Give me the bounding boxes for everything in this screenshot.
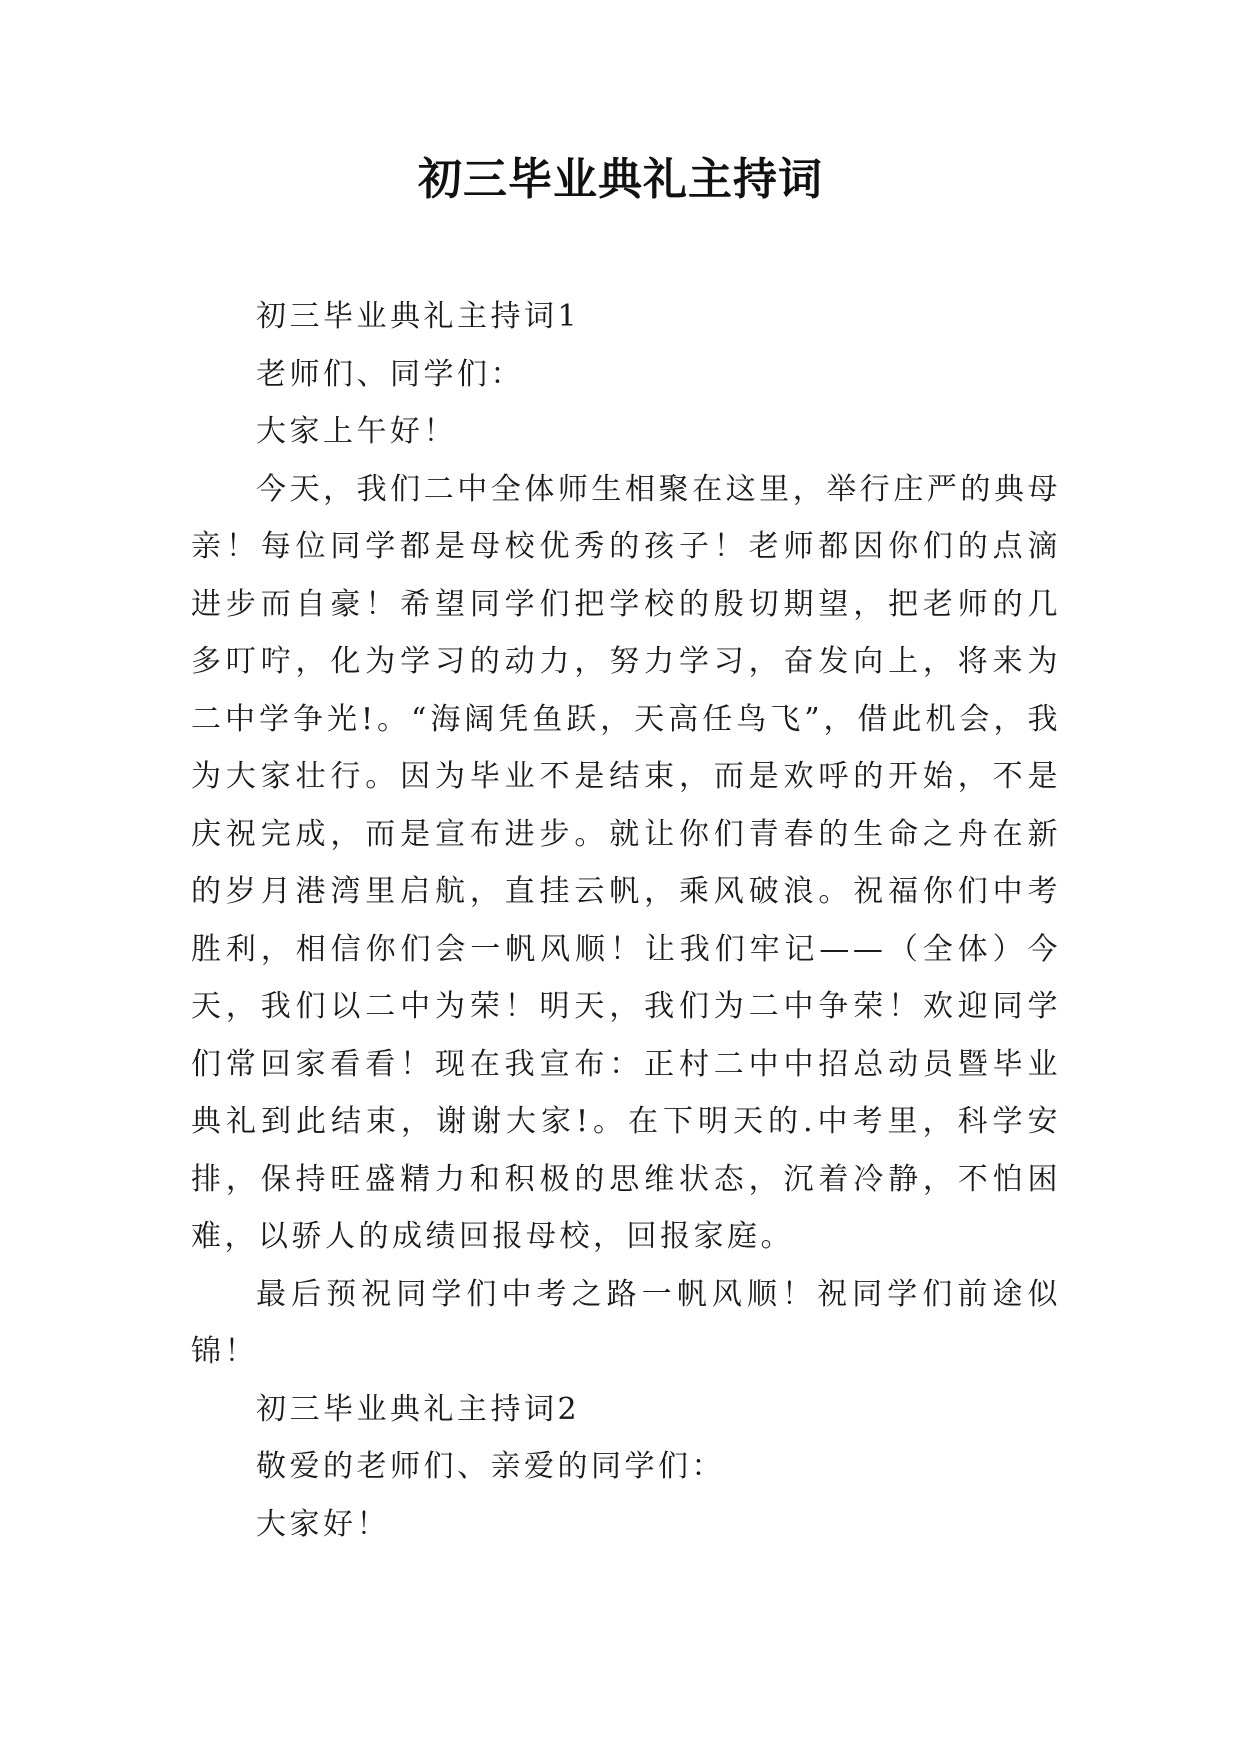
body-paragraph-1: 今天，我们二中全体师生相聚在这里，举行庄严的典母亲！每位同学都是母校优秀的孩子！老师都因你们的点滴进步而自豪！希望同学们把学校的殷切期望，把老师的几多叮咛，化为学习的动力，努力学习，奋发向上，将来为二中学争光!。“海阔凭鱼跃，天高任鸟飞”，借此机会，我为大家壮行。因为毕业不是结束，而是欢呼的开始，不是庆祝完成，而是宣布进步。就让你们青春的生命之舟在新的岁月港湾里启航，直挂云帆，乘风破浪。祝福你们中考胜利，相信你们会一帆风顺！让我们牢记——（全体）今天，我们以二中为荣！明天，我们为二中争荣！欢迎同学们常回家看看！现在我宣布：正村二中中招总动员暨毕业典礼到此结束，谢谢大家!。在下明天的.中考里，科学安排，保持旺盛精力和积极的思维状态，沉着冷静，不怕困难，以骄人的成绩回报母校，回报家庭。 [191, 471, 1061, 1254]
greeting-2: 大家好！ [256, 1506, 390, 1542]
section-heading-1: 初三毕业典礼主持词1 [256, 299, 581, 334]
greeting-1: 大家上午好！ [256, 414, 457, 449]
closing-paragraph-1: 最后预祝同学们中考之路一帆风顺！祝同学们前途似锦！ [191, 1276, 1061, 1369]
document-title: 初三毕业典礼主持词 [418, 154, 823, 205]
salutation-1: 老师们、同学们： [256, 356, 524, 392]
salutation-2: 敬爱的老师们、亲爱的同学们： [256, 1449, 725, 1484]
section-heading-2: 初三毕业典礼主持词2 [256, 1391, 581, 1427]
document-body [191, 288, 1061, 1553]
